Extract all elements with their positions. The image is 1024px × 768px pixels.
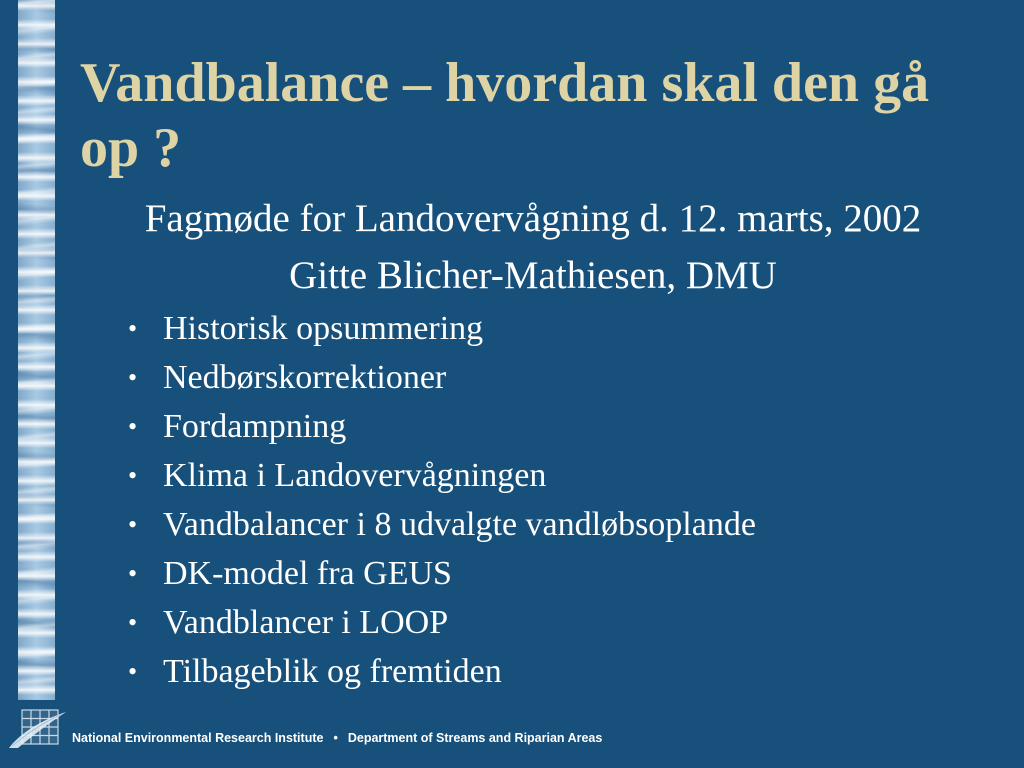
bullet-marker: • bbox=[128, 314, 138, 343]
footer-department: Department of Streams and Riparian Areas bbox=[347, 731, 603, 745]
bullet-item bbox=[128, 304, 756, 353]
bullet-text: Vandbalancer i 8 udvalgte vandløbsoplande bbox=[163, 506, 756, 543]
bullet-text: DK-model fra GEUS bbox=[163, 555, 452, 592]
bullet-marker: • bbox=[128, 363, 138, 392]
bullet-item bbox=[128, 549, 756, 598]
bullet-text: Fordampning bbox=[163, 408, 347, 445]
bullet-marker: • bbox=[128, 559, 138, 588]
bullet-item bbox=[128, 353, 756, 402]
footer-institute: National Environmental Research Institute bbox=[72, 731, 324, 745]
water-texture-strip bbox=[18, 0, 55, 700]
bullet-text: Tilbageblik og fremtiden bbox=[163, 653, 502, 690]
bullet-list bbox=[128, 304, 756, 696]
bullet-marker: • bbox=[128, 608, 138, 637]
bullet-item bbox=[128, 451, 756, 500]
bullet-item bbox=[128, 647, 756, 696]
grid-feather-logo-icon bbox=[6, 704, 68, 752]
bullet-marker: • bbox=[128, 510, 138, 539]
footer-separator: • bbox=[333, 731, 338, 745]
slide-subtitle bbox=[80, 190, 986, 304]
bullet-text: Nedbørskorrektioner bbox=[163, 359, 447, 396]
bullet-marker: • bbox=[128, 657, 138, 686]
bullet-text: Historisk opsummering bbox=[163, 310, 484, 347]
bullet-text: Vandblancer i LOOP bbox=[163, 604, 449, 641]
footer bbox=[72, 730, 602, 746]
subtitle-event-line: Fagmøde for Landovervågning d. 12. marts, 2002 bbox=[144, 197, 922, 240]
bullet-item bbox=[128, 402, 756, 451]
slide-title: Vandbalance – hvordan skal den gå op ? bbox=[80, 52, 930, 179]
bullet-marker: • bbox=[128, 412, 138, 441]
bullet-text: Klima i Landovervågningen bbox=[163, 457, 547, 494]
subtitle-author-line: Gitte Blicher-Mathiesen, DMU bbox=[289, 254, 777, 297]
bullet-item bbox=[128, 598, 756, 647]
bullet-marker: • bbox=[128, 461, 138, 490]
bullet-item bbox=[128, 500, 756, 549]
